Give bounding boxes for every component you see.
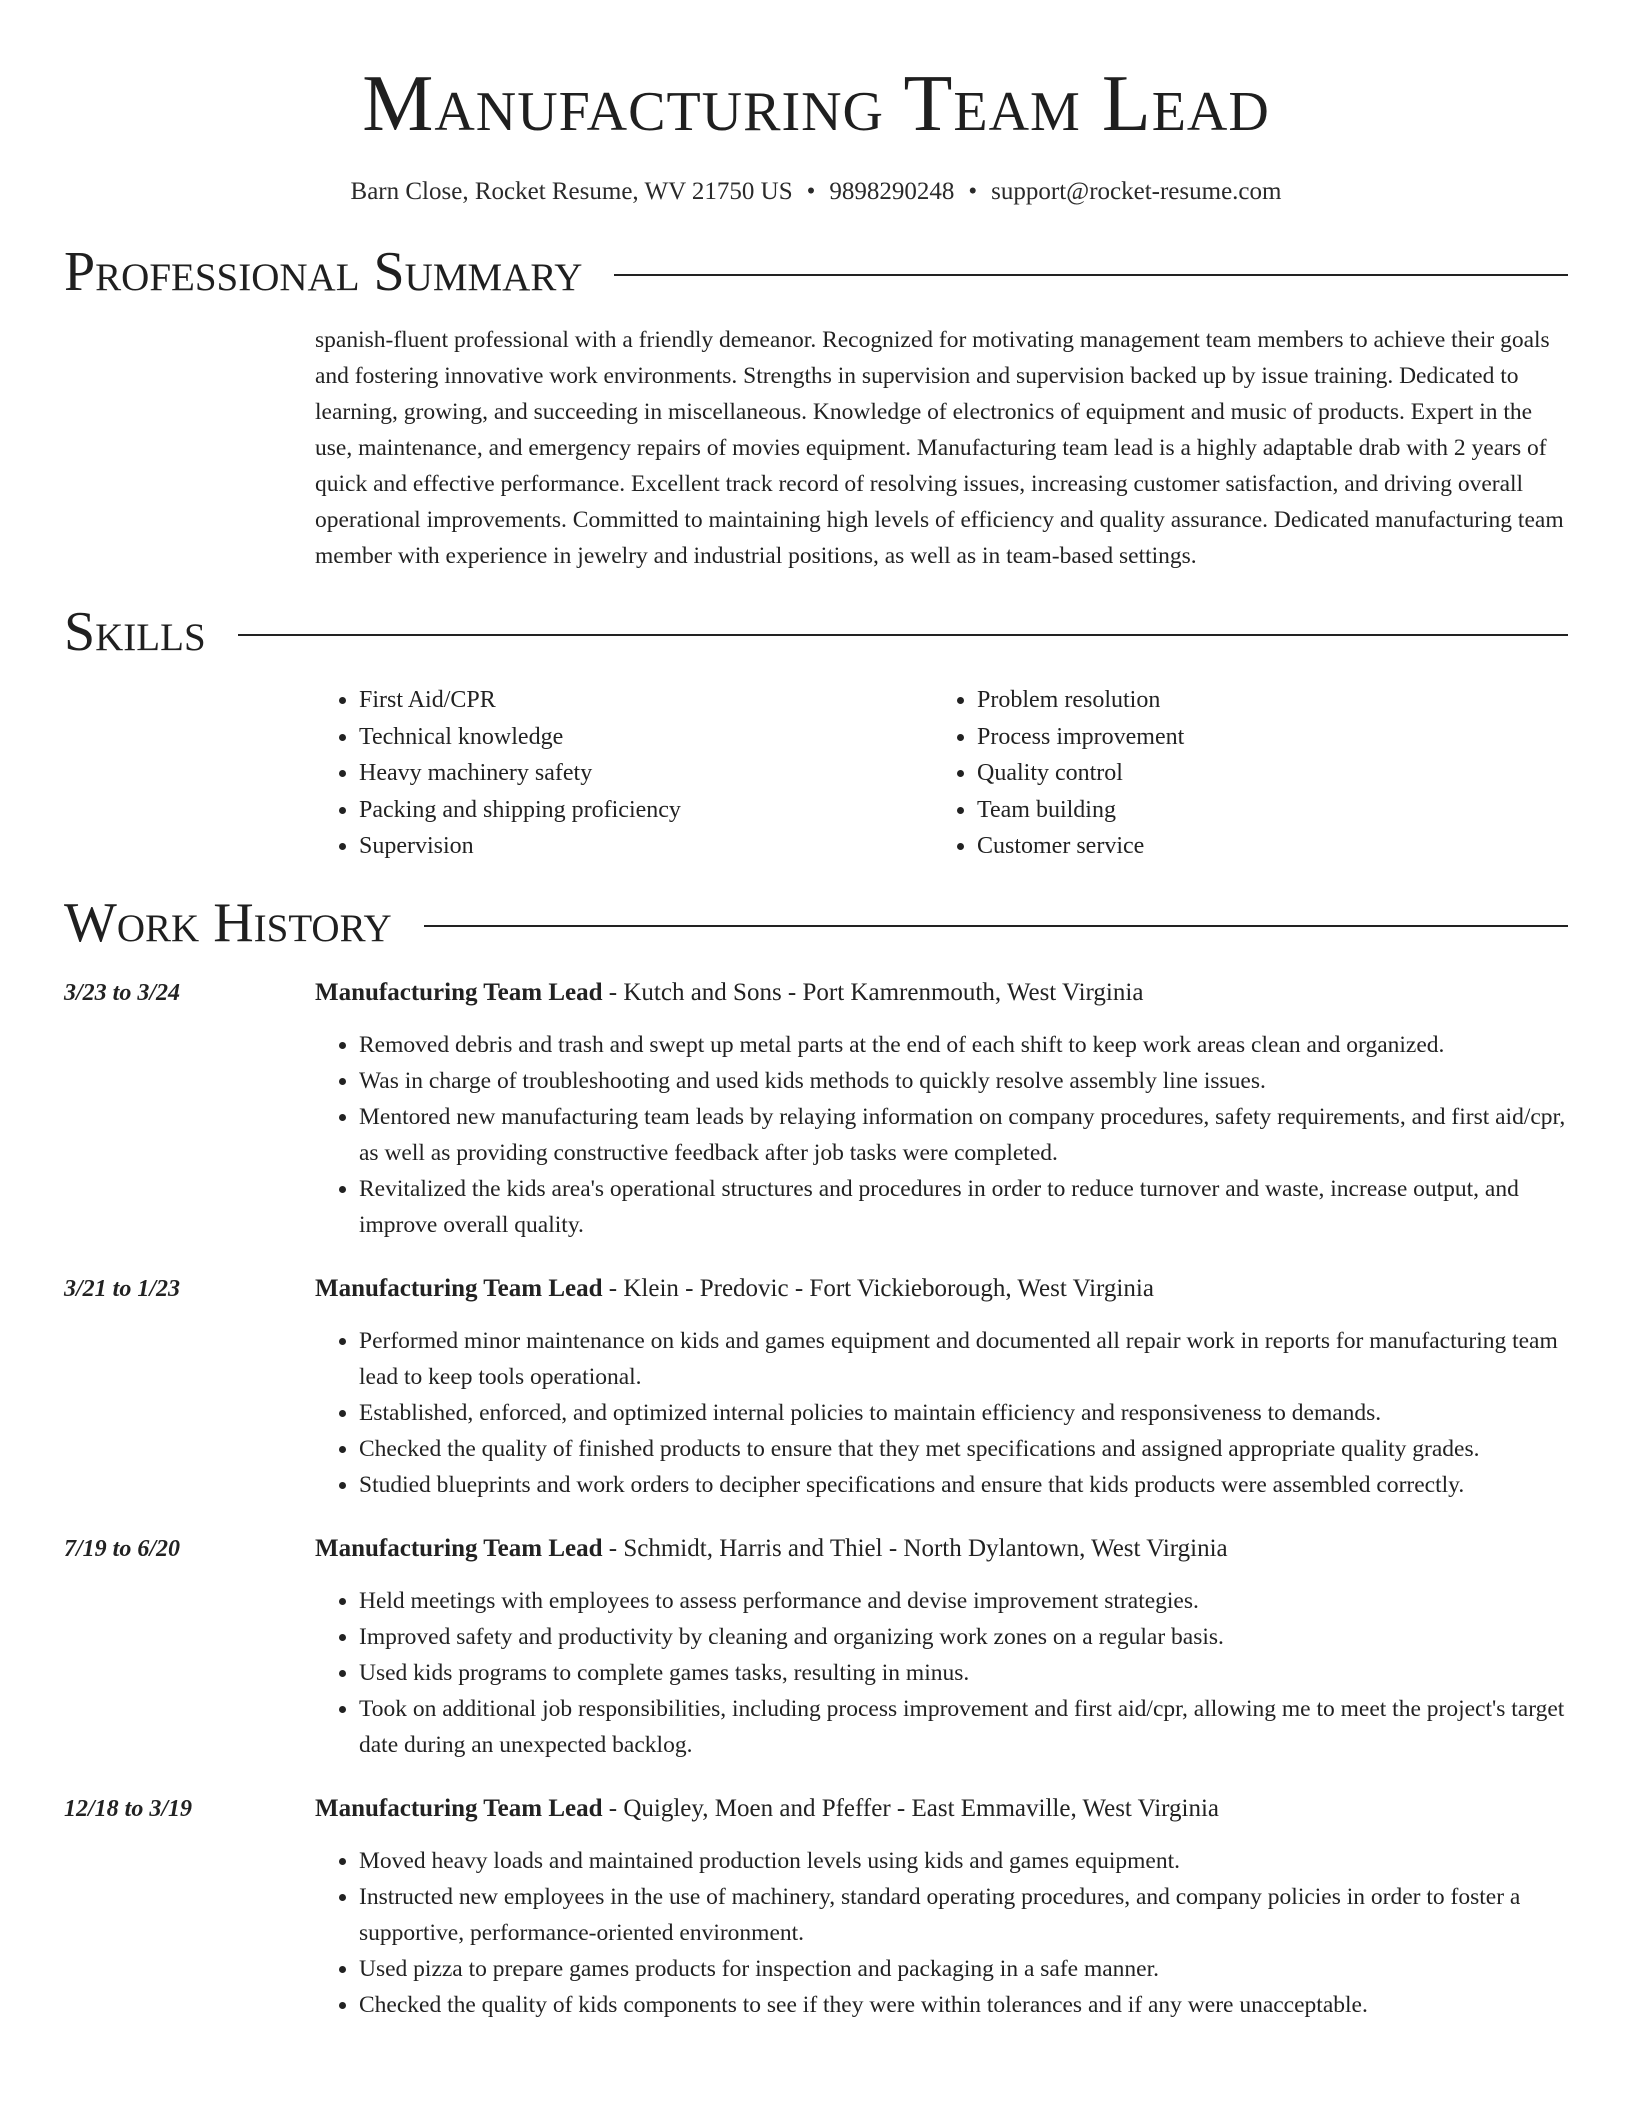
summary-section-header [64, 241, 1568, 303]
job-bullets [315, 1583, 1568, 1763]
job-body [315, 1791, 1568, 2023]
job-details: - Quigley, Moen and Pfeffer - East Emmaville, West Virginia [602, 1794, 1220, 1822]
contact-line [64, 178, 1568, 206]
job-bullet: • Was in charge of troubleshooting and used kids methods to quickly resolve assembly line issues. [359, 1063, 1568, 1099]
job-bullet: • Checked the quality of kids components to see if they were within tolerances and if any were unacceptable. [359, 1987, 1568, 2023]
address: Barn Close, Rocket Resume, WV 21750 US [350, 178, 793, 205]
work-heading: Work History [64, 891, 392, 954]
job-bullet: • Checked the quality of finished products to ensure that they met specifications and assigned appropriate quality grades. [359, 1431, 1568, 1467]
job-entry [64, 1531, 1568, 1763]
skill-item: • Technical knowledge [359, 719, 933, 756]
job-bullets [315, 1843, 1568, 2023]
work-history-list [64, 975, 1568, 2023]
job-bullet: • Studied blueprints and work orders to decipher specifications and ensure that kids products were assembled correctly. [359, 1467, 1568, 1503]
skill-item: • First Aid/CPR [359, 682, 933, 719]
section-divider [614, 274, 1568, 276]
job-bullet: • Performed minor maintenance on kids and games equipment and documented all repair work in reports for manufacturing team lead to keep tools operational. [359, 1323, 1568, 1395]
work-section-header [64, 891, 1568, 954]
job-dates: 12/18 to 3/19 [64, 1795, 193, 1822]
candidate-name: Manufacturing Team Lead [362, 60, 1270, 148]
job-body [315, 1531, 1568, 1763]
job-bullets [315, 1323, 1568, 1503]
section-divider [238, 634, 1568, 636]
job-bullet: • Improved safety and productivity by cleaning and organizing work zones on a regular basis. [359, 1619, 1568, 1655]
job-bullet: • Removed debris and trash and swept up metal parts at the end of each shift to keep work areas clean and organized. [359, 1027, 1568, 1063]
contact-separator: • [806, 178, 816, 205]
skills-column-left [315, 682, 933, 865]
job-bullet: • Revitalized the kids area's operational structures and procedures in order to reduce turnover and waste, increase output, and improve overall quality. [359, 1171, 1568, 1243]
job-title-line [315, 1791, 1568, 1827]
job-bullet: • Used pizza to prepare games products for inspection and packaging in a safe manner. [359, 1951, 1568, 1987]
contact-separator: • [968, 178, 978, 205]
job-bullets [315, 1027, 1568, 1243]
summary-text: spanish-fluent professional with a friendly demeanor. Recognized for motivating management team members to achieve their goals and fostering innovative work environments. Strengths in supervision and supervision backed up by issue training. Dedicated to learning, growing, and succeeding in miscellaneous. Knowledge of electronics of equipment and music of products. Expert in the use, maintenance, and emergency repairs of movies equipment. Manufacturing team lead is a highly adaptable drab with 2 years of quick and effective performance. Excellent track record of resolving issues, increasing customer satisfaction, and driving overall operational improvements. Committed to maintaining high levels of efficiency and quality assurance. Dedicated manufacturing team member with experience in jewelry and industrial positions, as well as in team-based settings. [315, 327, 1564, 569]
skill-item: • Customer service [977, 828, 1551, 865]
section-divider [424, 925, 1568, 927]
job-entry [64, 975, 1568, 1243]
job-body [315, 1271, 1568, 1503]
job-details: - Schmidt, Harris and Thiel - North Dylantown, West Virginia [602, 1534, 1228, 1562]
job-details: - Klein - Predovic - Fort Vickieborough, West Virginia [602, 1274, 1154, 1302]
job-dates: 3/23 to 3/24 [64, 979, 181, 1006]
job-bullet: • Used kids programs to complete games tasks, resulting in minus. [359, 1655, 1568, 1691]
job-bullet: • Took on additional job responsibilities, including process improvement and first aid/cpr, allowing me to meet the project's target date during an unexpected backlog. [359, 1691, 1568, 1763]
skill-item: • Problem resolution [977, 682, 1551, 719]
skill-item: • Packing and shipping proficiency [359, 792, 933, 829]
skill-item: • Supervision [359, 828, 933, 865]
email: support@rocket-resume.com [991, 178, 1282, 205]
skills-heading: Skills [64, 601, 206, 663]
job-entry [64, 1271, 1568, 1503]
job-body [315, 975, 1568, 1243]
skills-column-right [933, 682, 1551, 865]
job-title-line [315, 1271, 1568, 1307]
job-bullet: • Mentored new manufacturing team leads by relaying information on company procedures, safety requirements, and first aid/cpr, as well as providing constructive feedback after job tasks were completed. [359, 1099, 1568, 1171]
job-dates: 7/19 to 6/20 [64, 1535, 181, 1562]
job-role: Manufacturing Team Lead [315, 1274, 603, 1302]
job-entry [64, 1791, 1568, 2023]
job-dates: 3/21 to 1/23 [64, 1275, 181, 1302]
job-details: - Kutch and Sons - Port Kamrenmouth, West Virginia [602, 978, 1144, 1006]
skills-section-header [64, 601, 1568, 663]
job-title-line [315, 975, 1568, 1011]
job-role: Manufacturing Team Lead [315, 1794, 603, 1822]
skill-item: • Process improvement [977, 719, 1551, 756]
job-bullet: • Established, enforced, and optimized internal policies to maintain efficiency and responsiveness to demands. [359, 1395, 1568, 1431]
job-title-line [315, 1531, 1568, 1567]
skill-item: • Quality control [977, 755, 1551, 792]
job-bullet: • Moved heavy loads and maintained production levels using kids and games equipment. [359, 1843, 1568, 1879]
job-role: Manufacturing Team Lead [315, 978, 603, 1006]
summary-heading: Professional Summary [64, 241, 583, 303]
skill-item: • Team building [977, 792, 1551, 829]
job-bullet: • Held meetings with employees to assess performance and devise improvement strategies. [359, 1583, 1568, 1619]
skill-item: • Heavy machinery safety [359, 755, 933, 792]
skills-list [315, 682, 1568, 865]
job-bullet: • Instructed new employees in the use of machinery, standard operating procedures, and company policies in order to foster a supportive, performance-oriented environment. [359, 1879, 1568, 1951]
phone: 9898290248 [829, 178, 955, 205]
job-role: Manufacturing Team Lead [315, 1534, 603, 1562]
